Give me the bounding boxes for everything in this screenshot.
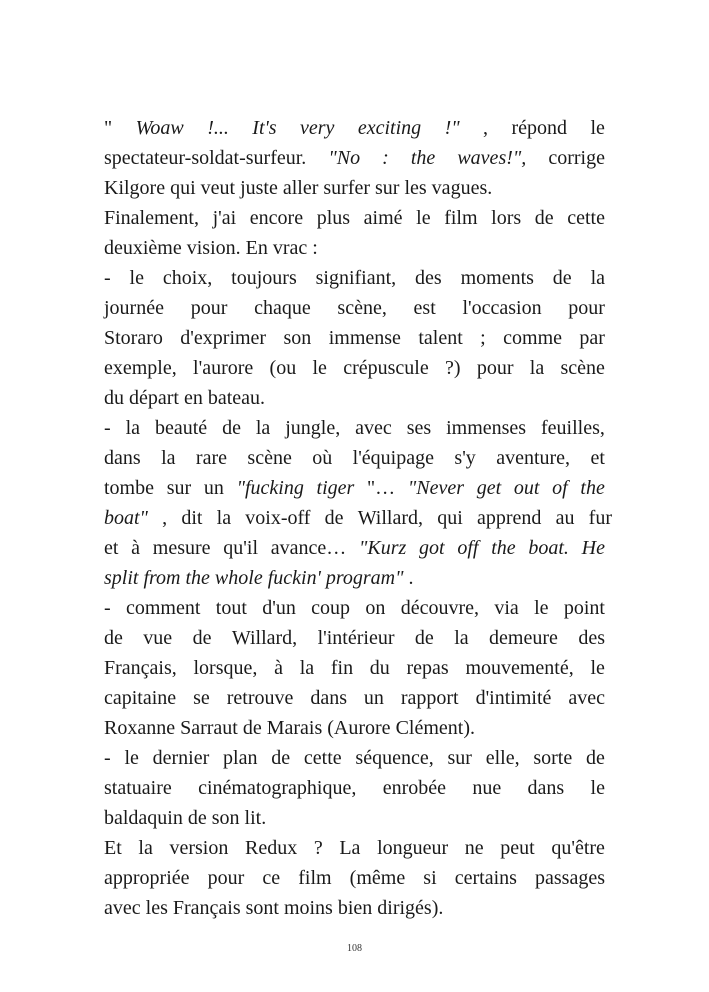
text-word: certains xyxy=(454,867,517,889)
text-word: qu'être xyxy=(551,837,605,859)
text-word: retrouve xyxy=(226,687,294,709)
text-word: par xyxy=(579,327,605,349)
text-word: appropriée xyxy=(104,867,190,889)
text-word: la xyxy=(125,417,141,439)
text-word: waves!", xyxy=(457,147,527,169)
text-word: l'occasion xyxy=(462,297,542,319)
text-word: où xyxy=(312,447,333,469)
text-line xyxy=(104,653,605,683)
text-word: le xyxy=(416,207,431,229)
text-word: - xyxy=(104,597,111,619)
text-word: de xyxy=(104,627,123,649)
text-word: la xyxy=(529,357,545,379)
text-word: dans xyxy=(527,777,565,799)
text-word: toujours xyxy=(231,267,297,289)
text-word: of xyxy=(552,477,568,499)
text-word: ?) xyxy=(445,357,461,379)
text-word: point xyxy=(563,597,605,619)
text-word: séquence, xyxy=(355,747,434,769)
text-word: pour xyxy=(568,297,605,319)
text-word: sur xyxy=(447,747,472,769)
text-word: film xyxy=(444,207,478,229)
text-word: qui xyxy=(437,507,463,529)
text-word: "fucking xyxy=(236,477,304,499)
text-word: demeure xyxy=(489,627,558,649)
text-word: la xyxy=(255,417,271,439)
text-segment: . xyxy=(408,567,414,589)
text-word: rapport xyxy=(400,687,459,709)
text-word: répond xyxy=(511,117,568,139)
text-word: ne xyxy=(464,837,484,859)
text-word: lorsque, xyxy=(193,657,258,679)
text-line xyxy=(104,803,605,833)
text-word: le xyxy=(129,267,144,289)
text-word: lors xyxy=(491,207,522,229)
text-word: sorte xyxy=(533,747,573,769)
text-line xyxy=(104,263,605,293)
text-word: à xyxy=(131,537,141,559)
text-line xyxy=(104,323,605,353)
text-word: (même xyxy=(349,867,406,889)
text-word: La xyxy=(339,837,361,859)
text-line xyxy=(104,713,605,743)
text-word: moments xyxy=(460,267,534,289)
text-line xyxy=(104,503,612,533)
text-word: des xyxy=(415,267,442,289)
text-word: boat" xyxy=(104,507,148,529)
text-line xyxy=(104,113,605,143)
text-word: la xyxy=(590,267,605,289)
text-line xyxy=(104,893,605,923)
text-word: au xyxy=(555,507,575,529)
text-word: la xyxy=(454,627,469,649)
text-line xyxy=(104,773,605,803)
text-word: mouvementé, xyxy=(465,657,574,679)
text-word: crépuscule xyxy=(343,357,429,379)
text-word: dit xyxy=(181,507,203,529)
text-word: pour xyxy=(207,867,245,889)
text-word: "Kurz xyxy=(359,537,407,559)
text-word: de xyxy=(586,747,605,769)
text-line xyxy=(104,683,605,713)
text-word: encore xyxy=(249,207,304,229)
text-word: got xyxy=(419,537,445,559)
text-word: journée xyxy=(104,297,164,319)
text-word: , xyxy=(162,507,168,529)
text-word: comme xyxy=(503,327,563,349)
text-word: on xyxy=(365,597,386,619)
text-word: feuilles, xyxy=(541,417,605,439)
text-word: j'ai xyxy=(212,207,237,229)
text-word: vue xyxy=(143,627,173,649)
text-line xyxy=(104,593,605,623)
text-segment: baldaquin de son lit. xyxy=(104,807,267,829)
page-number: 108 xyxy=(347,943,362,954)
text-line xyxy=(104,473,605,503)
text-word: à xyxy=(274,657,283,679)
text-word: peut xyxy=(500,837,535,859)
text-word: passages xyxy=(535,867,605,889)
body-text xyxy=(104,113,612,923)
text-word: !... xyxy=(207,117,229,139)
text-word: le xyxy=(312,357,327,379)
text-line xyxy=(104,173,605,203)
text-word: scène xyxy=(247,447,292,469)
text-word: enrobée xyxy=(382,777,446,799)
text-word: pour xyxy=(476,357,514,379)
text-line xyxy=(104,863,605,893)
text-word: Woaw xyxy=(135,117,184,139)
text-word: des xyxy=(578,627,605,649)
text-word: fur xyxy=(588,507,612,529)
text-word: the xyxy=(580,477,605,499)
text-word: immenses xyxy=(446,417,527,439)
text-word: avec xyxy=(568,687,605,709)
text-segment: Roxanne Sarraut de Marais (Aurore Clément). xyxy=(104,717,475,739)
text-word: de xyxy=(192,627,212,649)
text-word: (ou xyxy=(269,357,297,379)
text-word: film xyxy=(298,867,332,889)
text-word: Finalement, xyxy=(104,207,199,229)
text-line xyxy=(104,353,605,383)
text-word: avance… xyxy=(270,537,347,559)
text-line xyxy=(104,143,605,173)
text-word: - xyxy=(104,267,111,289)
text-word: dans xyxy=(104,447,141,469)
text-word: mesure xyxy=(152,537,211,559)
text-word: tiger xyxy=(316,477,355,499)
text-word: Redux xyxy=(244,837,298,859)
text-word: l'aurore xyxy=(193,357,254,379)
text-word: Et xyxy=(104,837,122,859)
text-word: corrige xyxy=(548,147,605,169)
text-word: aimé xyxy=(363,207,403,229)
text-word: out xyxy=(513,477,540,499)
text-word: de xyxy=(271,747,291,769)
text-word: He xyxy=(581,537,605,559)
text-word: et xyxy=(590,447,605,469)
text-word: de xyxy=(414,627,434,649)
text-word: Français, xyxy=(104,657,177,679)
text-word: scène xyxy=(560,357,605,379)
text-line xyxy=(104,233,605,263)
text-word: rare xyxy=(195,447,227,469)
text-segment: du départ en bateau. xyxy=(104,387,266,409)
text-word: de xyxy=(534,207,554,229)
text-word: "No xyxy=(328,147,361,169)
text-word: off xyxy=(457,537,479,559)
text-segment: split from the whole fuckin' program" xyxy=(104,567,404,589)
text-word: exciting xyxy=(357,117,422,139)
text-word: the xyxy=(491,537,516,559)
text-segment: Kilgore qui veut juste aller surfer sur les vagues. xyxy=(104,177,493,199)
text-word: la xyxy=(216,507,232,529)
text-word: dernier xyxy=(152,747,210,769)
text-word: immense xyxy=(328,327,401,349)
text-word: spectateur-soldat-surfeur. xyxy=(104,147,307,169)
text-word: elle, xyxy=(485,747,520,769)
text-line xyxy=(104,293,605,323)
text-word: est xyxy=(413,297,436,319)
text-word: It's xyxy=(252,117,277,139)
text-word: "… xyxy=(367,477,396,499)
text-word: se xyxy=(193,687,210,709)
text-word: ? xyxy=(313,837,323,859)
text-word: exemple, xyxy=(104,357,177,379)
text-word: qu'il xyxy=(223,537,259,559)
text-line xyxy=(104,563,605,593)
text-word: plan xyxy=(223,747,258,769)
text-line xyxy=(104,533,605,563)
text-word: Willard, xyxy=(231,627,298,649)
text-word: d'intimité xyxy=(475,687,552,709)
text-word: via xyxy=(494,597,519,619)
text-word: découvre, xyxy=(400,597,479,619)
text-word: , xyxy=(483,117,489,139)
text-word: un xyxy=(203,477,224,499)
text-word: : xyxy=(382,147,389,169)
text-word: the xyxy=(410,147,436,169)
text-segment: avec les Français sont moins bien dirigés). xyxy=(104,897,444,919)
text-word: le xyxy=(534,597,549,619)
text-line xyxy=(104,383,605,413)
text-word: aventure, xyxy=(496,447,571,469)
text-word: et xyxy=(104,537,119,559)
text-line xyxy=(104,443,605,473)
text-word: tout xyxy=(215,597,247,619)
text-word: le xyxy=(590,117,605,139)
text-word: si xyxy=(423,867,437,889)
text-word: longueur xyxy=(377,837,449,859)
text-line xyxy=(104,833,605,863)
text-word: la xyxy=(299,657,315,679)
text-word: du xyxy=(369,657,390,679)
text-word: l'équipage xyxy=(352,447,434,469)
text-word: - xyxy=(104,747,111,769)
text-word: l'intérieur xyxy=(317,627,395,649)
text-word: le xyxy=(124,747,139,769)
text-word: cinématographique, xyxy=(198,777,357,799)
text-line xyxy=(104,743,605,773)
text-word: chaque xyxy=(254,297,311,319)
text-word: choix, xyxy=(162,267,213,289)
text-word: fin xyxy=(330,657,354,679)
text-word: pour xyxy=(190,297,228,319)
text-word: s'y xyxy=(454,447,476,469)
text-word: un xyxy=(363,687,384,709)
text-line xyxy=(104,203,605,233)
text-word: !" xyxy=(444,117,460,139)
text-word: avec xyxy=(355,417,392,439)
text-word: de xyxy=(324,507,344,529)
text-word: d'un xyxy=(262,597,296,619)
text-word: signifiant, xyxy=(315,267,397,289)
text-word: ses xyxy=(406,417,432,439)
text-word: capitaine xyxy=(104,687,177,709)
text-word: son xyxy=(283,327,312,349)
text-word: cette xyxy=(567,207,605,229)
text-word: sur xyxy=(166,477,192,499)
text-word: coup xyxy=(311,597,351,619)
text-word: tombe xyxy=(104,477,154,499)
text-word: voix-off xyxy=(245,507,311,529)
text-word: de xyxy=(552,267,572,289)
text-word: ce xyxy=(262,867,281,889)
text-word: statuaire xyxy=(104,777,172,799)
text-word: very xyxy=(299,117,335,139)
text-word: talent xyxy=(418,327,463,349)
text-word: repas xyxy=(406,657,449,679)
text-word: ; xyxy=(480,327,486,349)
text-word: le xyxy=(590,657,605,679)
text-word: plus xyxy=(316,207,351,229)
text-word: get xyxy=(476,477,502,499)
text-word: jungle, xyxy=(285,417,341,439)
text-word: apprend xyxy=(476,507,542,529)
text-word: version xyxy=(169,837,229,859)
text-word: la xyxy=(138,837,153,859)
text-word: cette xyxy=(303,747,342,769)
text-line xyxy=(104,413,605,443)
text-word: - xyxy=(104,417,111,439)
text-word: de xyxy=(222,417,241,439)
text-word: beauté xyxy=(154,417,208,439)
text-word: scène, xyxy=(337,297,387,319)
text-word: d'exprimer xyxy=(180,327,267,349)
text-segment: deuxième vision. En vrac : xyxy=(104,237,318,259)
text-word: comment xyxy=(126,597,201,619)
text-word: Willard, xyxy=(357,507,424,529)
text-word: boat. xyxy=(528,537,569,559)
text-line xyxy=(104,623,605,653)
text-word: la xyxy=(161,447,176,469)
text-word: dans xyxy=(310,687,347,709)
text-word: le xyxy=(590,777,605,799)
text-word: Storaro xyxy=(104,327,163,349)
text-word: "Never xyxy=(407,477,465,499)
text-word: nue xyxy=(472,777,502,799)
text-word: " xyxy=(104,117,113,139)
